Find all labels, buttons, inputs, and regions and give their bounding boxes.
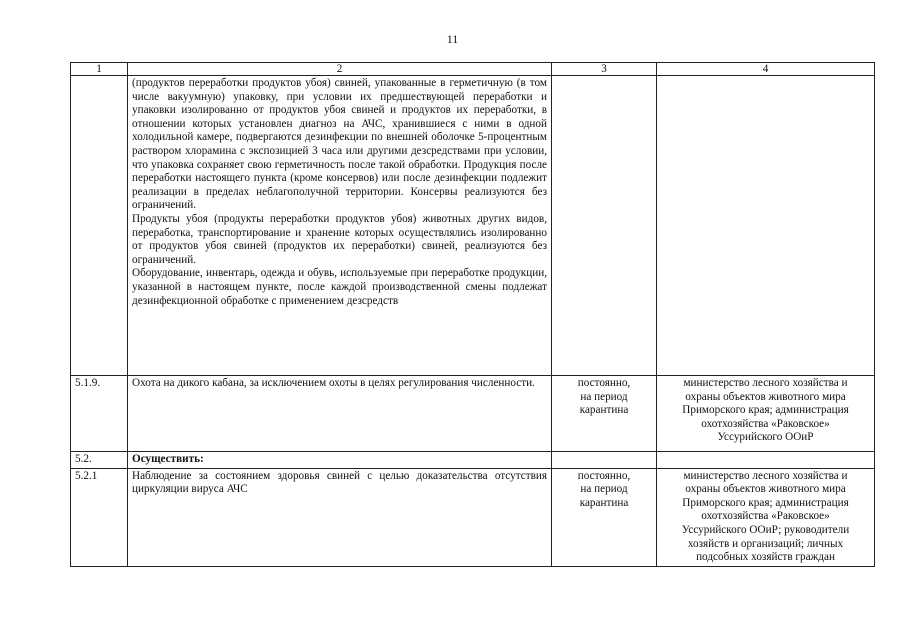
header-cell-2: 2 xyxy=(128,63,552,76)
header-cell-3: 3 xyxy=(552,63,657,76)
header-row xyxy=(71,63,875,76)
term-line: карантина xyxy=(579,404,629,417)
responsible-line: охраны объектов животного мира xyxy=(685,390,846,403)
responsible-cell xyxy=(657,468,875,566)
responsible-line: охраны объектов животного мира xyxy=(685,483,846,496)
row-number: 5.2.1 xyxy=(71,468,128,566)
measure-paragraph: (продуктов переработки продуктов убоя) свиней, упакованные в герметичную (в том числе вакуумную) упаковку, при условии их предшествующей переработки и упаковки изолированно от продуктов убоя свиней и продуктов их переработки, в отношении которых установлен диагноз на АЧС, хранившиеся с ними в одной холодильной камере, подвергаются дезинфекции по внешней оболочке 5-процентным раствором хлорамина с экспозицией 3 часа или другими дезсредствами при условии, что упаковка сохраняет свою герметичность после такой обработки. Продукция после переработки настоящего пункта (кроме консервов) или после дезинфекции подлежит реализации в пределах неблагополучной территории. Консервы реализуются без ограничений. xyxy=(132,77,547,212)
term-cell xyxy=(552,452,657,469)
page-number: 11 xyxy=(446,32,459,46)
responsible-line: министерство лесного хозяйства и xyxy=(683,377,848,389)
measure-paragraph: Оборудование, инвентарь, одежда и обувь, используемые при переработке продукции, указанной в настоящем пункте, после каждой производственной смены подлежат дезинфекционной обработке с применением дезсредств xyxy=(132,267,547,307)
table-row xyxy=(71,376,875,452)
table-row xyxy=(71,76,875,376)
measure-text xyxy=(128,468,552,566)
measure-text xyxy=(128,76,552,376)
responsible-line: Уссурийского ООиР xyxy=(717,431,814,444)
measure-paragraph: Наблюдение за состоянием здоровья свиней с целью доказательства отсутствия циркуляции вируса АЧС xyxy=(132,469,547,496)
measure-paragraph: Продукты убоя (продукты переработки продуктов убоя) животных других видов, переработка, транспортирование и хранение которых осуществлялись изолированно от продуктов убоя свиней (продуктов их переработки) свиней, реализуются без ограничений. xyxy=(132,212,547,266)
section-heading: Осуществить: xyxy=(128,452,552,469)
table-row xyxy=(71,468,875,566)
responsible-cell xyxy=(657,76,875,376)
term-line: на период xyxy=(580,483,628,496)
term-line: на период xyxy=(580,390,628,403)
responsible-line: охотхозяйства «Раковское» xyxy=(701,417,830,430)
table-row xyxy=(71,452,875,469)
term-line: постоянно, xyxy=(577,377,631,389)
term-line: постоянно, xyxy=(577,469,631,482)
responsible-line: Приморского края; администрация xyxy=(682,404,849,417)
responsible-cell xyxy=(657,452,875,469)
row-number: 5.2. xyxy=(71,452,128,469)
responsible-line: охотхозяйства «Раковское» xyxy=(701,510,830,523)
term-line: карантина xyxy=(579,496,629,509)
term-cell xyxy=(552,468,657,566)
term-cell xyxy=(552,76,657,376)
row-number xyxy=(71,76,128,376)
responsible-line: министерство лесного хозяйства и xyxy=(683,469,848,482)
responsible-line: подсобных хозяйств граждан xyxy=(696,551,835,564)
responsible-line: хозяйств и организаций; личных xyxy=(687,537,844,550)
row-number: 5.1.9. xyxy=(71,376,128,452)
responsible-line: Уссурийского ООиР; руководители xyxy=(681,523,850,536)
measure-text xyxy=(128,376,552,452)
header-cell-1: 1 xyxy=(71,63,128,76)
responsible-cell xyxy=(657,376,875,452)
header-cell-4: 4 xyxy=(657,63,875,76)
measure-paragraph: Охота на дикого кабана, за исключением охоты в целях регулирования численности. xyxy=(132,377,535,389)
measures-table xyxy=(70,62,875,567)
responsible-line: Приморского края; администрация xyxy=(682,496,849,509)
term-cell xyxy=(552,376,657,452)
